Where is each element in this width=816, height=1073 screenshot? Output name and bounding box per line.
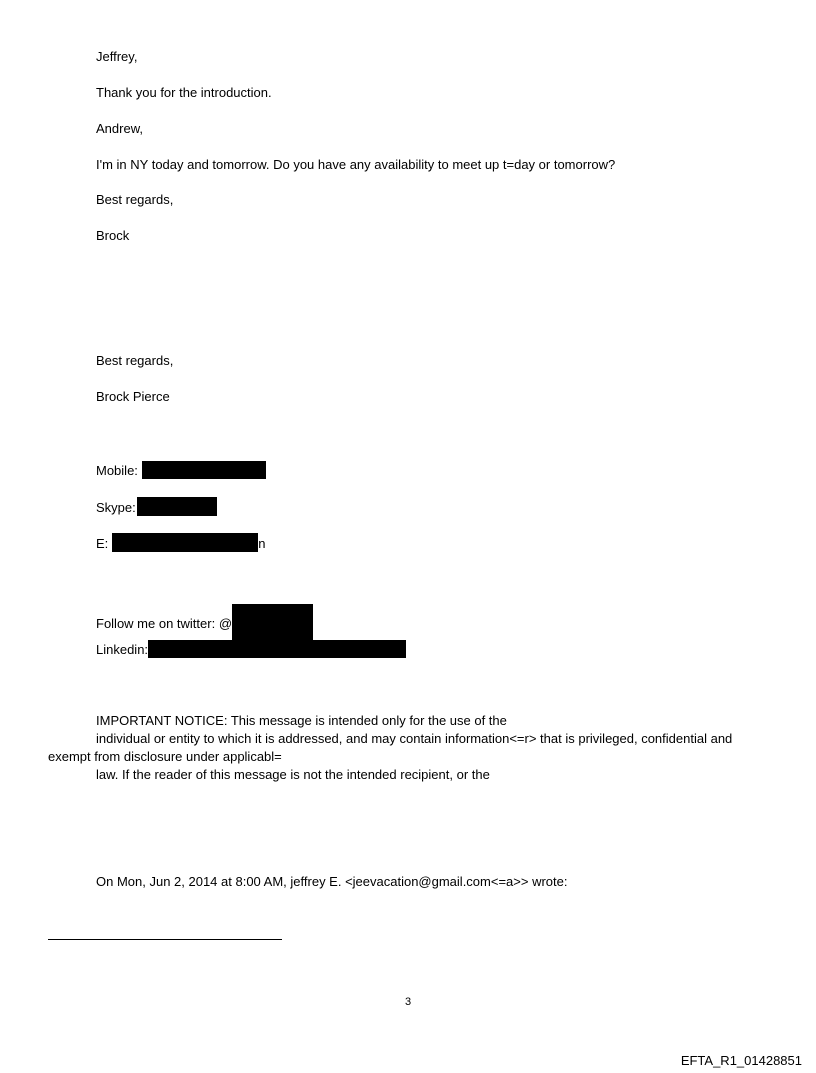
linkedin-label: Linkedin: bbox=[96, 642, 149, 657]
twitter-row bbox=[96, 604, 313, 640]
signature-short-name: Brock bbox=[96, 228, 130, 243]
twitter-redaction bbox=[232, 604, 313, 640]
linkedin-redaction bbox=[148, 640, 406, 658]
email-row bbox=[96, 533, 266, 552]
mobile-label: Mobile: bbox=[96, 463, 138, 478]
mobile-row bbox=[96, 461, 266, 479]
email-label: E: bbox=[96, 536, 109, 551]
page-number: 3 bbox=[404, 996, 412, 1008]
notice-line-4: law. If the reader of this message is not the intended recipient, or the bbox=[96, 767, 490, 782]
confidentiality-notice bbox=[48, 712, 788, 784]
closing-best-regards: Best regards, bbox=[96, 192, 174, 207]
notice-line-2: individual or entity to which it is addressed, and may contain information<=r> that is privileged, confidential and bbox=[96, 731, 733, 746]
skype-label: Skype: bbox=[96, 500, 136, 515]
bates-number: EFTA_R1_01428851 bbox=[680, 1053, 802, 1068]
skype-row bbox=[96, 497, 217, 516]
linkedin-row bbox=[96, 640, 406, 658]
greeting-andrew: Andrew, bbox=[96, 121, 143, 136]
mobile-redaction bbox=[142, 461, 266, 479]
notice-line-1: IMPORTANT NOTICE: This message is intended only for the use of the bbox=[96, 713, 507, 728]
thanks-line: Thank you for the introduction. bbox=[96, 85, 272, 100]
signature-closing: Best regards, bbox=[96, 353, 174, 368]
signature-full-name: Brock Pierce bbox=[96, 389, 170, 404]
email-tail-character: n bbox=[258, 536, 266, 551]
notice-line-3: exempt from disclosure under applicabl= bbox=[48, 749, 282, 764]
quoted-email-header: On Mon, Jun 2, 2014 at 8:00 AM, jeffrey E. <jeevacation@gmail.com<=a>> wrote: bbox=[96, 874, 568, 889]
twitter-label: Follow me on twitter: @ bbox=[96, 616, 233, 631]
email-redaction bbox=[112, 533, 258, 552]
message-body: I'm in NY today and tomorrow. Do you have any availability to meet up t=day or tomorrow? bbox=[96, 157, 616, 172]
skype-redaction bbox=[137, 497, 217, 516]
footnote-divider bbox=[48, 939, 282, 940]
greeting-jeffrey: Jeffrey, bbox=[96, 49, 138, 64]
